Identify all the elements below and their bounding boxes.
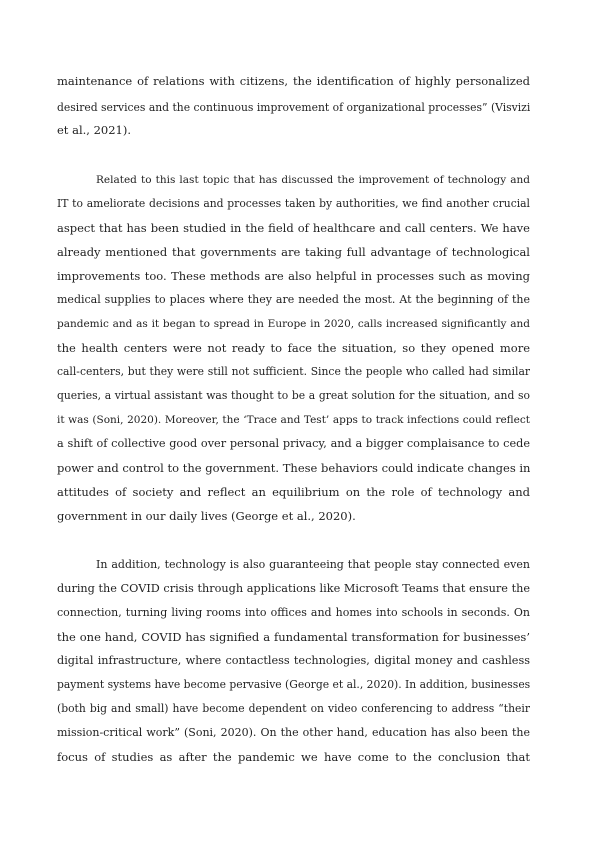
text-line: maintenance of relations with citizens, the identification of highly personalized [57, 74, 530, 88]
text-line: power and control to the government. These behaviors could indicate changes in [57, 461, 530, 475]
text-line: (both big and small) have become dependent on video conferencing to address “their [57, 702, 530, 715]
text-line: digital infrastructure, where contactless technologies, digital money and cashless [57, 654, 530, 667]
text-line: IT to ameliorate decisions and processes taken by authorities, we find another crucial [57, 197, 530, 210]
text-line: government in our daily lives (George et al., 2020). [57, 509, 356, 523]
text-line: already mentioned that governments are taking full advantage of technological [57, 245, 530, 259]
text-line: Related to this last topic that has discussed the improvement of technology and [96, 174, 530, 186]
text-line: queries, a virtual assistant was thought to be a great solution for the situation, and so [57, 389, 530, 402]
text-line: the health centers were not ready to face the situation, so they opened more [57, 341, 530, 355]
text-line: call-centers, but they were still not sufficient. Since the people who called had similar [57, 365, 530, 378]
text-line: improvements too. These methods are also helpful in processes such as moving [57, 269, 530, 283]
text-line: payment systems have become pervasive (George et al., 2020). In addition, businesses [57, 678, 530, 691]
text-line: focus of studies as after the pandemic we have come to the conclusion that [57, 750, 530, 764]
text-line: aspect that has been studied in the field of healthcare and call centers. We have [57, 221, 530, 235]
text-line: pandemic and as it began to spread in Europe in 2020, calls increased significantly and [57, 318, 530, 330]
text-line: during the COVID crisis through applications like Microsoft Teams that ensure the [57, 582, 530, 595]
text-line: a shift of collective good over personal privacy, and a bigger complaisance to cede [57, 437, 530, 450]
text-line: connection, turning living rooms into offices and homes into schools in seconds. On [57, 606, 530, 619]
text-line: medical supplies to places where they are needed the most. At the beginning of the [57, 293, 530, 306]
text-line: it was (Soni, 2020). Moreover, the ‘Trace and Test’ apps to track infections could reflect [57, 414, 530, 426]
text-line: In addition, technology is also guaranteeing that people stay connected even [96, 558, 530, 571]
text-line: attitudes of society and reflect an equilibrium on the role of technology and [57, 485, 530, 499]
text-line: desired services and the continuous improvement of organizational processes” (Visvizi [57, 101, 530, 114]
text-line: mission-critical work” (Soni, 2020). On the other hand, education has also been the [57, 726, 530, 739]
text-line: the one hand, COVID has signified a fundamental transformation for businesses’ [57, 630, 530, 644]
text-line: et al., 2021). [57, 123, 131, 137]
